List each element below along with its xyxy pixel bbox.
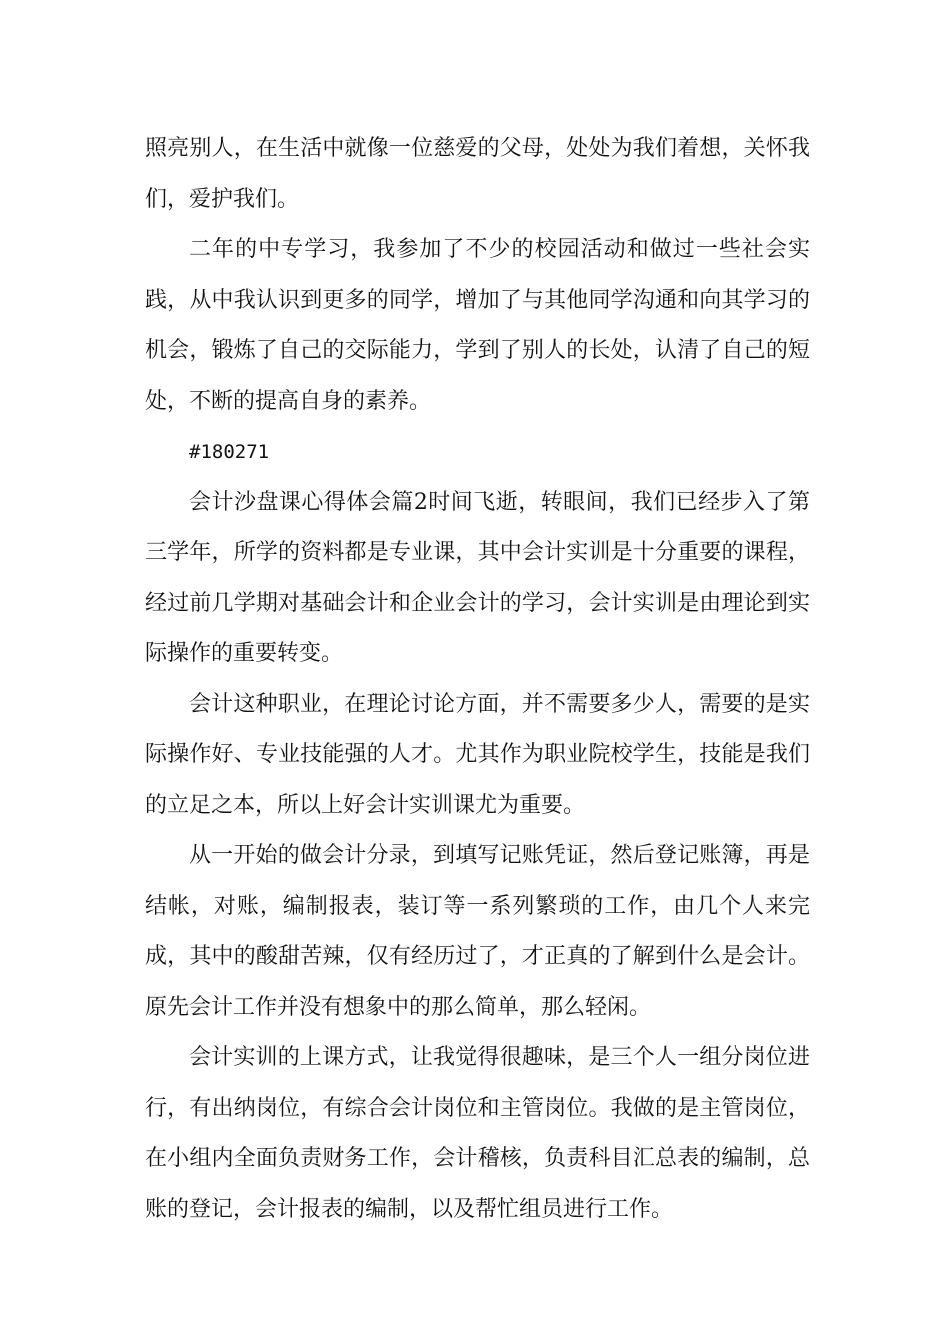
paragraph-accounting-profession: 会计这种职业，在理论讨论方面，并不需要多少人，需要的是实际操作好、专业技能强的人才。尤其作为职业院校学生，技能是我们的立足之本，所以上好会计实训课尤为重要。 (145, 691, 810, 818)
paragraph-training-method: 会计实训的上课方式，让我觉得很趣味，是三个人一组分岗位进行，有出纳岗位，有综合会计岗位和主管岗位。我做的是主管岗位，在小组内全面负责财务工作，会计稽核，负责科目汇总表的编制，总账的登记，会计报表的编制，以及帮忙组员进行工作。 (145, 1045, 810, 1222)
paragraph-study-activities: 二年的中专学习，我参加了不少的校园活动和做过一些社会实践，从中我认识到更多的同学，增加了与其他同学沟通和向其学习的机会，锻炼了自己的交际能力，学到了别人的长处，认清了自己的短处，不断的提高自身的素养。 (145, 237, 810, 414)
paragraph-continuation: 照亮别人，在生活中就像一位慈爱的父母，处处为我们着想，关怀我们，爱护我们。 (145, 136, 810, 212)
reference-number: #180271 (189, 441, 270, 463)
paragraph-accounting-workflow: 从一开始的做会计分录，到填写记账凭证，然后登记账簿，再是结帐，对账，编制报表，装订等一系列繁琐的工作，由几个人来完成，其中的酸甜苦辣，仅有经历过了，才正真的了解到什么是会计。原先会计工作并没有想象中的那么简单，那么轻闲。 (145, 843, 810, 1020)
paragraph-article-2-intro: 会计沙盘课心得体会篇2时间飞逝，转眼间，我们已经步入了第三学年，所学的资料都是专业课，其中会计实训是十分重要的课程，经过前几学期对基础会计和企业会计的学习，会计实训是由理论到实际操作的重要转变。 (145, 489, 810, 666)
document-body (145, 124, 810, 1235)
